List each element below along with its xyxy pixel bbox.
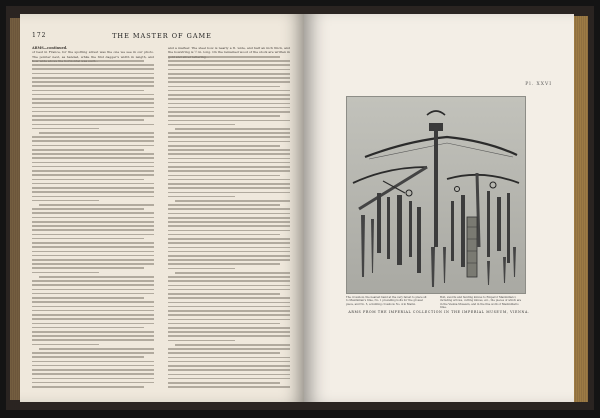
text-line [32, 107, 154, 109]
text-line [168, 179, 290, 181]
text-line [32, 267, 144, 269]
text-line [39, 204, 154, 206]
text-line [168, 327, 290, 329]
text-line [168, 378, 290, 380]
text-line [32, 284, 154, 286]
text-line [32, 200, 99, 202]
text-line [168, 263, 280, 265]
text-line [168, 302, 290, 304]
text-line [168, 255, 290, 257]
text-line [168, 225, 290, 227]
column-2-body: and a marker. The steel bow is nearly a ft. wide, and half an inch thick, and the bowstring is ½ in. long. On the remained wood of the stock are written in [168, 46, 290, 55]
text-line [168, 289, 290, 291]
open-book [6, 6, 594, 410]
text-line [168, 107, 290, 109]
text-line [168, 276, 290, 278]
text-line [168, 335, 290, 337]
text-line [168, 369, 290, 371]
left-page [20, 14, 304, 402]
text-line [168, 183, 290, 185]
book-edge-right [574, 16, 588, 402]
text-line [32, 166, 154, 168]
text-line [32, 140, 154, 142]
caption-right: Bolt, swords and hunting knives to Emperor Maximilian I, including arrows, cutting knives, etc., the pieces of which are in the Vienna Museum, and in the fine work of Maximilian's time. [440, 296, 522, 309]
text-line [32, 170, 154, 172]
text-line [32, 64, 154, 66]
text-line [32, 68, 154, 70]
text-line [168, 170, 290, 172]
text-line [32, 102, 154, 104]
text-line [168, 382, 280, 384]
text-line [168, 259, 290, 261]
text-line [168, 242, 290, 244]
text-line [168, 348, 290, 350]
text-line [32, 145, 154, 147]
text-line [168, 314, 290, 316]
plate-number: Pl. XXVI [525, 82, 552, 87]
text-line [175, 272, 290, 274]
text-line [168, 64, 290, 66]
text-line [32, 111, 154, 113]
text-line [32, 136, 154, 138]
text-line [168, 56, 280, 58]
text-line [32, 81, 154, 83]
text-line [168, 285, 290, 287]
text-line [32, 339, 154, 341]
text-line [168, 230, 290, 232]
text-line [175, 128, 290, 130]
text-line [168, 297, 290, 299]
text-line [168, 357, 290, 359]
text-line [168, 60, 290, 62]
text-line [168, 103, 290, 105]
text-line [32, 191, 154, 193]
text-line [32, 318, 154, 320]
text-line [32, 98, 154, 100]
text-line [168, 306, 290, 308]
text-line [32, 60, 144, 62]
text-line [168, 153, 290, 155]
text-line [168, 386, 290, 388]
text-line [168, 136, 290, 138]
text-line [168, 86, 280, 88]
text-line [32, 212, 154, 214]
text-line [32, 157, 154, 159]
text-line [32, 162, 154, 164]
column-1-lines [32, 60, 154, 398]
text-line [32, 174, 154, 176]
text-line [39, 348, 154, 350]
text-line [32, 183, 154, 185]
text-line [32, 386, 144, 388]
text-line [168, 69, 290, 71]
text-line [32, 149, 144, 151]
text-line [168, 238, 290, 240]
text-line [168, 217, 290, 219]
text-line [168, 158, 290, 160]
text-line [32, 208, 144, 210]
text-line [32, 94, 154, 96]
text-line [32, 365, 154, 367]
text-line [175, 200, 290, 202]
text-line [32, 263, 154, 265]
text-line [32, 272, 99, 274]
text-line [32, 310, 154, 312]
column-1-body: of best in France, for the spotting arrest was the one we see in our photo. The pointer next, as handed, while the first dagger's width in length, and [32, 50, 154, 59]
text-line [168, 192, 290, 194]
text-line [32, 331, 154, 333]
text-line [32, 85, 154, 87]
text-line [168, 187, 290, 189]
text-line [168, 221, 290, 223]
text-line [168, 340, 235, 342]
text-line [168, 213, 290, 215]
text-line [39, 132, 154, 134]
text-line [32, 361, 154, 363]
text-line [32, 73, 154, 75]
text-line [32, 335, 154, 337]
text-line [168, 166, 290, 168]
text-line [32, 196, 154, 198]
quiver [467, 217, 477, 277]
text-line [168, 204, 280, 206]
text-line [32, 369, 154, 371]
text-line [168, 124, 235, 126]
text-line [32, 297, 144, 299]
text-line [32, 124, 154, 126]
text-line [168, 280, 290, 282]
text-line [32, 187, 154, 189]
section-heading: ARMS—continued. [32, 46, 68, 50]
text-line [168, 90, 290, 92]
text-line [32, 378, 154, 380]
text-line [32, 259, 154, 261]
text-line [39, 276, 154, 278]
text-line [32, 242, 154, 244]
text-line [32, 90, 144, 92]
text-columns [32, 46, 290, 398]
text-line [168, 293, 280, 295]
text-line [168, 365, 290, 367]
text-line [32, 306, 154, 308]
text-line [168, 73, 290, 75]
text-line [168, 132, 290, 134]
text-line [168, 162, 290, 164]
text-column-2 [168, 46, 290, 398]
text-line [32, 289, 154, 291]
text-line [168, 208, 290, 210]
text-line [175, 344, 290, 346]
text-line [32, 128, 99, 130]
text-line [32, 280, 154, 282]
text-line [168, 310, 290, 312]
column-2-lines [168, 56, 290, 398]
text-line [168, 145, 280, 147]
text-line [168, 268, 235, 270]
text-line [168, 111, 290, 113]
text-line [168, 141, 290, 143]
text-line [32, 153, 154, 155]
text-line [168, 149, 290, 151]
text-line [32, 382, 154, 384]
text-line [32, 229, 154, 231]
text-line [32, 179, 144, 181]
text-line [32, 221, 154, 223]
text-line [168, 331, 290, 333]
text-line [168, 251, 290, 253]
text-line [32, 115, 154, 117]
text-line [32, 293, 154, 295]
text-line [32, 301, 154, 303]
text-line [168, 361, 290, 363]
text-line [168, 115, 280, 117]
text-line [32, 234, 154, 236]
text-line [32, 238, 144, 240]
text-column-1 [32, 46, 154, 398]
text-line [168, 323, 280, 325]
text-line [32, 77, 154, 79]
text-line [32, 323, 154, 325]
text-line [32, 255, 154, 257]
text-line [168, 374, 290, 376]
text-line [168, 94, 290, 96]
plate-illustration [347, 97, 525, 293]
text-line [32, 352, 154, 354]
text-line [32, 225, 154, 227]
right-page [304, 14, 574, 402]
text-line [32, 251, 154, 253]
text-line [168, 247, 290, 249]
text-line [32, 217, 154, 219]
text-line [168, 234, 280, 236]
text-line [168, 77, 290, 79]
text-line [32, 344, 99, 346]
text-line [32, 314, 154, 316]
text-line [168, 175, 280, 177]
running-head [32, 32, 292, 42]
caption-left: The crossbow, the nearest hand at the very farest to place sit to Maximilian's time, No. 1 prevailing bolts for the grossel piece, and No. 5, a hunting crossbow No. 4 in Mainz. [346, 296, 427, 306]
running-title: THE MASTER OF GAME [112, 32, 212, 40]
text-line [32, 246, 154, 248]
text-line [168, 352, 280, 354]
text-line [168, 98, 290, 100]
text-line [32, 356, 144, 358]
text-line [168, 196, 235, 198]
text-line [168, 319, 290, 321]
text-line [168, 120, 290, 122]
text-line [32, 119, 144, 121]
page-number: 172 [32, 32, 47, 39]
book-edge-left [10, 18, 20, 400]
text-line [32, 327, 144, 329]
plate-photograph [346, 96, 526, 294]
text-line [32, 373, 154, 375]
text-line [168, 81, 290, 83]
plate-title: ARMS FROM THE IMPERIAL COLLECTION IN THE IMPERIAL MUSEUM, VIENNA. [348, 310, 530, 314]
